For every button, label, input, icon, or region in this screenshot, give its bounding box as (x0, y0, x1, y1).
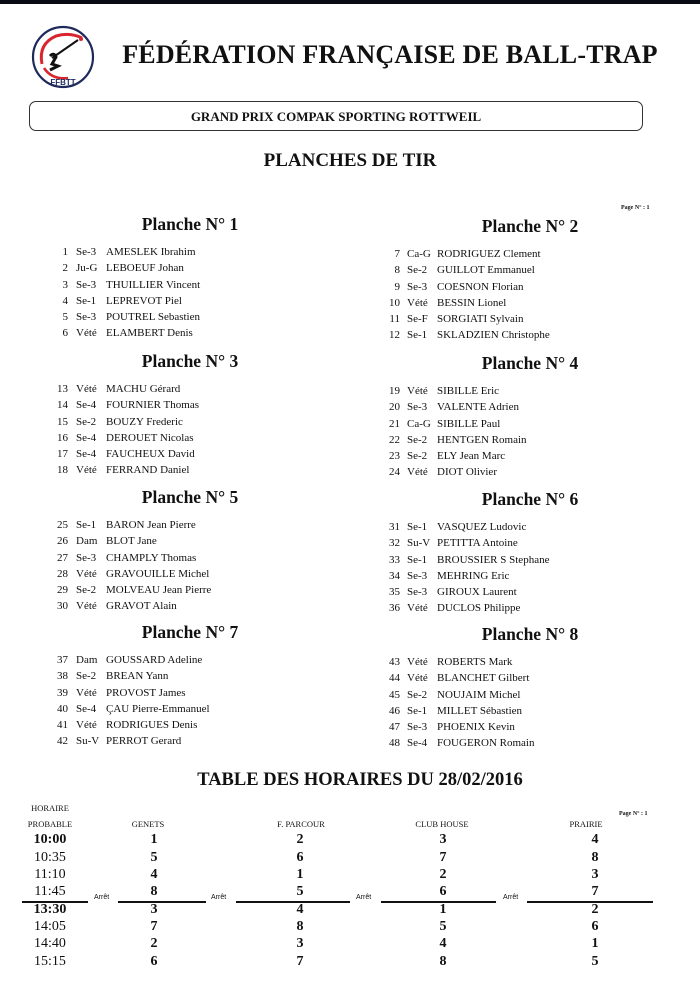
shooter-cat: Vété (76, 464, 97, 477)
shooter-cat: Se-3 (76, 278, 97, 291)
shooter-cat: Vété (76, 567, 97, 580)
schedule-cell: 4 (439, 936, 447, 951)
shooter-num: 34 (389, 569, 400, 582)
shooter-num: 26 (57, 535, 68, 548)
shooter-name: FAUCHEUX David (106, 448, 195, 461)
shooter-row (40, 517, 340, 533)
shooter-num: 3 (62, 278, 68, 291)
shooter-row (380, 703, 680, 719)
shooter-cat: Dam (76, 654, 98, 666)
shooter-cat: Se-3 (76, 311, 97, 324)
shooter-name: SORGIATI Sylvain (437, 313, 524, 326)
shooter-name: MACHU Gérard (106, 383, 181, 395)
shooter-cat: Se-3 (407, 280, 428, 293)
break-label: Arrêt (356, 894, 372, 901)
shooter-row (40, 325, 340, 341)
planche-title: Planche N° 1 (141, 214, 239, 234)
shooter-name: HENTGEN Romain (437, 433, 527, 446)
shooter-num: 48 (389, 737, 400, 750)
shooter-cat: Se-1 (407, 553, 428, 566)
planche-title: Planche N° 4 (481, 353, 579, 373)
shooter-num: 8 (394, 264, 400, 277)
planche-title: Planche N° 8 (481, 624, 579, 644)
shooter-row (380, 584, 680, 600)
shooter-cat: Se-3 (407, 569, 428, 582)
shooter-cat: Su-V (76, 735, 100, 748)
shooter-row (40, 652, 340, 668)
shooter-cat: Se-F (407, 313, 428, 326)
schedule-time: 10:00 (33, 832, 67, 847)
scan-top-edge (0, 0, 700, 4)
shooter-row (380, 600, 680, 616)
schedule-cell: 3 (439, 832, 447, 847)
shooter-name: GOUSSARD Adeline (106, 654, 203, 666)
shooter-name: ELAMBERT Denis (106, 327, 193, 340)
planche-5 (40, 485, 340, 615)
break-label: Arrêt (94, 894, 110, 901)
shooter-name: POUTREL Sebastien (106, 311, 200, 324)
shooter-num: 11 (389, 313, 400, 326)
schedule-cell: 5 (150, 850, 158, 865)
shooter-cat: Vété (76, 719, 97, 732)
schedule-cell: 8 (150, 884, 158, 899)
schedule-time: 10:35 (34, 850, 66, 865)
schedule-cell: 2 (439, 867, 447, 882)
planche-title: Planche N° 5 (141, 487, 239, 507)
shooter-num: 42 (57, 735, 68, 748)
shooter-num: 19 (389, 385, 400, 397)
shooter-num: 10 (389, 296, 400, 309)
shooter-num: 37 (57, 654, 68, 666)
shooter-cat: Se-4 (76, 399, 97, 412)
shooter-row (40, 381, 340, 397)
shooter-name: PROVOST James (106, 686, 186, 699)
shooter-name: NOUJAIM Michel (437, 688, 521, 701)
shooter-name: ROBERTS Mark (437, 656, 513, 668)
shooter-row (380, 654, 680, 670)
shooter-cat: Se-4 (76, 431, 97, 444)
break-label: Arrêt (211, 894, 227, 901)
shooter-cat: Se-4 (76, 702, 97, 715)
break-line (236, 901, 350, 903)
schedule-cell: 3 (150, 902, 158, 917)
shooter-num: 22 (389, 433, 400, 446)
shooter-row (40, 733, 340, 749)
shooter-row (40, 462, 340, 478)
shooter-num: 40 (57, 702, 68, 715)
planche-7 (40, 620, 340, 750)
shooter-num: 36 (389, 602, 400, 615)
schedule-cell: 2 (150, 936, 158, 951)
shooter-num: 13 (57, 383, 68, 395)
shooter-name: SIBILLE Eric (437, 385, 500, 397)
schedule-time: 11:45 (34, 884, 66, 899)
schedule-cell: 5 (591, 954, 599, 969)
time-header-line1: HORAIRE (31, 803, 69, 813)
shooter-num: 33 (389, 553, 400, 566)
schedule-cell: 6 (439, 884, 447, 899)
svg-text:FFBTT: FFBTT (50, 78, 76, 87)
shooter-cat: Se-2 (407, 450, 428, 463)
shooter-cat: Se-3 (407, 721, 428, 734)
shooter-row (380, 246, 680, 262)
shooter-num: 2 (62, 262, 68, 275)
shooter-name: FOURNIER Thomas (106, 399, 199, 412)
shooter-cat: Dam (76, 535, 98, 548)
shooter-row (40, 701, 340, 717)
shooter-row (40, 446, 340, 462)
break-label: Arrêt (503, 894, 519, 901)
shooter-row (40, 598, 340, 614)
schedule-title: TABLE DES HORAIRES DU 28/02/2016 (197, 770, 523, 790)
planche-1 (40, 212, 340, 342)
shooter-num: 4 (62, 294, 68, 307)
shooter-row (380, 670, 680, 686)
shooter-num: 16 (57, 431, 68, 444)
shooter-num: 47 (389, 721, 400, 734)
event-title: GRAND PRIX COMPAK SPORTING ROTTWEIL (190, 109, 482, 124)
shooter-cat: Vété (76, 327, 97, 340)
schedule-cell: 5 (439, 919, 447, 934)
shooter-row (380, 279, 680, 295)
schedule-cell: 6 (150, 954, 158, 969)
column-header: GENETS (131, 819, 165, 829)
schedule-cell: 1 (296, 867, 304, 882)
break-line (22, 901, 88, 903)
shooter-name: PERROT Gerard (106, 735, 182, 748)
shooter-cat: Vété (76, 383, 97, 395)
shooter-row (380, 416, 680, 432)
federation-title: FÉDÉRATION FRANÇAISE DE BALL-TRAP (122, 40, 658, 69)
schedule-cell: 7 (150, 919, 158, 934)
shooter-name: MOLVEAU Jean Pierre (106, 584, 212, 597)
event-banner (29, 101, 643, 131)
schedule-cell: 8 (296, 919, 304, 934)
schedule-cell: 2 (296, 832, 304, 847)
shooter-cat: Se-3 (407, 401, 428, 414)
shooter-num: 29 (57, 584, 68, 597)
shooter-num: 9 (394, 280, 400, 293)
shooter-row (40, 260, 340, 276)
shooter-name: PHOENIX Kevin (437, 721, 515, 734)
shooter-cat: Se-2 (407, 433, 428, 446)
shooter-name: LEBOEUF Johan (106, 262, 184, 275)
shooter-cat: Se-2 (407, 688, 428, 701)
shooter-num: 39 (57, 686, 68, 699)
shooter-row (380, 464, 680, 480)
shooter-cat: Ju-G (76, 262, 98, 275)
shooter-cat: Se-2 (76, 584, 97, 597)
shooter-num: 7 (394, 248, 400, 260)
shooter-num: 18 (57, 464, 68, 477)
shooter-name: LEPREVOT Piel (106, 294, 182, 307)
shooter-cat: Ca-G (407, 417, 431, 430)
shooter-name: THUILLIER Vincent (106, 278, 201, 291)
shooter-cat: Se-4 (407, 737, 428, 750)
schedule-cell: 7 (591, 884, 599, 899)
shooter-row (380, 535, 680, 551)
schedule-cell: 2 (591, 902, 599, 917)
shooter-cat: Se-3 (76, 551, 97, 564)
shooter-name: COESNON Florian (437, 280, 524, 293)
schedule-time: 11:10 (34, 867, 66, 882)
shooter-num: 12 (389, 329, 400, 342)
shooter-num: 20 (389, 401, 400, 414)
shooter-name: RODRIGUES Denis (106, 719, 198, 732)
shooter-num: 17 (57, 448, 68, 461)
break-line (118, 901, 206, 903)
shooter-name: FERRAND Daniel (106, 464, 190, 477)
schedule-time: 13:30 (33, 902, 67, 917)
shooter-list (380, 654, 680, 752)
planche-6 (380, 487, 680, 617)
shooter-name: ELY Jean Marc (437, 450, 506, 463)
shooter-num: 24 (389, 466, 400, 479)
shooter-name: BLOT Jane (106, 535, 157, 548)
shooter-row (40, 309, 340, 325)
shooter-name: SKLADZIEN Christophe (437, 329, 550, 342)
shooter-name: MILLET Sébastien (437, 704, 523, 717)
shooter-cat: Su-V (407, 537, 431, 550)
shooter-cat: Se-2 (76, 415, 97, 428)
shooter-row (40, 414, 340, 430)
shooter-cat: Vété (76, 686, 97, 699)
shooter-num: 27 (57, 551, 68, 564)
shooter-num: 46 (389, 704, 400, 717)
shooter-row (380, 327, 680, 343)
schedule-cell: 4 (296, 902, 304, 917)
shooter-row (40, 717, 340, 733)
shooter-row (40, 430, 340, 446)
shooter-name: BOUZY Frederic (106, 415, 183, 428)
schedule-cell: 7 (439, 850, 447, 865)
column-header: CLUB HOUSE (415, 819, 469, 829)
schedule-cell: 1 (150, 832, 158, 847)
schedule-cell: 3 (591, 867, 599, 882)
shooter-name: RODRIGUEZ Clement (437, 248, 541, 260)
break-line (381, 901, 496, 903)
shooter-num: 44 (389, 672, 400, 685)
schedule-cell: 1 (591, 936, 599, 951)
shooter-num: 28 (57, 567, 68, 580)
shooter-cat: Vété (407, 296, 428, 309)
column-header: PRAIRIE (569, 819, 603, 829)
shooter-cat: Se-2 (76, 670, 97, 683)
shooter-num: 6 (62, 327, 68, 340)
shooter-row (380, 687, 680, 703)
shooter-name: GIROUX Laurent (437, 586, 517, 599)
shooter-row (40, 244, 340, 260)
schedule-time: 14:40 (34, 936, 66, 951)
shooter-num: 25 (57, 519, 68, 531)
shooter-cat: Vété (76, 600, 97, 613)
shooter-cat: Vété (407, 602, 428, 615)
shooter-num: 45 (389, 688, 400, 701)
shooter-name: BROUSSIER S Stephane (437, 553, 550, 566)
schedule-cell: 8 (439, 954, 447, 969)
shooter-row (380, 552, 680, 568)
schedule-cell: 1 (439, 902, 447, 917)
shooter-name: VASQUEZ Ludovic (437, 521, 527, 533)
planche-4 (380, 351, 680, 481)
shooter-row (380, 448, 680, 464)
shooter-name: BLANCHET Gilbert (437, 672, 530, 685)
shooter-row (40, 533, 340, 549)
shooter-row (40, 293, 340, 309)
shooter-name: GUILLOT Emmanuel (437, 264, 535, 277)
shooter-list (380, 246, 680, 344)
planche-title: Planche N° 7 (141, 622, 239, 642)
shooter-cat: Se-1 (76, 519, 97, 531)
shooter-num: 21 (389, 417, 400, 430)
shooter-row (380, 719, 680, 735)
shooter-cat: Ca-G (407, 248, 431, 260)
shooter-cat: Vété (407, 672, 428, 685)
shooter-row (380, 383, 680, 399)
shooter-num: 35 (389, 586, 400, 599)
section-title: PLANCHES DE TIR (263, 150, 437, 171)
shooter-name: DIOT Olivier (437, 466, 497, 479)
shooter-list (40, 244, 340, 342)
schedule-cell: 4 (150, 867, 158, 882)
shooter-row (40, 685, 340, 701)
planche-8 (380, 622, 680, 752)
planche-title: Planche N° 3 (141, 351, 239, 371)
schedule-cell: 5 (296, 884, 304, 899)
shooter-cat: Vété (407, 466, 428, 479)
shooter-num: 1 (62, 246, 68, 258)
shooter-row (40, 277, 340, 293)
shooter-name: GRAVOT Alain (106, 600, 177, 613)
shooter-list (40, 652, 340, 750)
shooter-list (40, 517, 340, 615)
shooter-name: FOUGERON Romain (437, 737, 535, 750)
shooter-name: MEHRING Eric (437, 569, 510, 582)
time-header-line2: PROBABLE (27, 819, 73, 829)
shooter-row (380, 568, 680, 584)
shooter-row (40, 397, 340, 413)
shooter-list (380, 519, 680, 617)
shooter-cat: Se-3 (407, 586, 428, 599)
schedule-time: 14:05 (34, 919, 66, 934)
shooter-cat: Se-1 (407, 704, 428, 717)
schedule-cell: 4 (591, 832, 599, 847)
shooter-num: 14 (57, 399, 68, 412)
shooter-cat: Se-2 (407, 264, 428, 277)
shooter-cat: Se-1 (76, 294, 97, 307)
planche-title: Planche N° 6 (481, 489, 579, 509)
shooter-name: DEROUET Nicolas (106, 431, 194, 444)
shooter-name: VALENTE Adrien (437, 401, 519, 414)
shooter-cat: Vété (407, 385, 428, 397)
shooter-name: BARON Jean Pierre (106, 519, 196, 531)
schedule-time: 15:15 (34, 954, 66, 969)
shooter-num: 23 (389, 450, 400, 463)
shooter-row (40, 550, 340, 566)
schedule-cell: 3 (296, 936, 304, 951)
shooter-name: CHAMPLY Thomas (106, 551, 197, 564)
planche-2 (380, 214, 680, 344)
shooter-name: DUCLOS Philippe (437, 602, 521, 615)
shooter-name: BREAN Yann (106, 670, 169, 683)
shooter-name: GRAVOUILLE Michel (106, 567, 210, 580)
column-header: F. PARCOUR (277, 819, 325, 829)
schedule-cell: 8 (591, 850, 599, 865)
shooter-num: 15 (57, 415, 68, 428)
shooter-cat: Se-1 (407, 329, 428, 342)
shooter-row (380, 262, 680, 278)
schedule-cell: 7 (296, 954, 304, 969)
shooter-name: SIBILLE Paul (437, 417, 501, 430)
shooter-row (40, 566, 340, 582)
shooter-list (40, 381, 340, 479)
shooter-num: 41 (57, 719, 68, 732)
shooter-row (40, 582, 340, 598)
shooter-cat: Vété (407, 656, 428, 668)
planche-title: Planche N° 2 (481, 216, 579, 236)
shooter-name: BESSIN Lionel (437, 296, 507, 309)
shooter-row (40, 668, 340, 684)
shooter-row (380, 399, 680, 415)
planche-3 (40, 349, 340, 479)
shooter-row (380, 519, 680, 535)
shooter-num: 30 (57, 600, 68, 613)
shooter-row (380, 295, 680, 311)
shooter-name: ÇAU Pierre-Emmanuel (106, 702, 210, 715)
shooter-row (380, 735, 680, 751)
schedule-cell: 6 (591, 919, 599, 934)
shooter-num: 31 (389, 521, 400, 533)
shooter-row (380, 311, 680, 327)
shooter-cat: Se-1 (407, 521, 428, 533)
schedule-cell: 6 (296, 850, 304, 865)
shooter-num: 38 (57, 670, 68, 683)
shooter-row (380, 432, 680, 448)
shooter-num: 5 (62, 311, 68, 324)
ffbt-logo (30, 24, 96, 90)
shooter-name: AMESLEK Ibrahim (106, 246, 196, 258)
shooter-list (380, 383, 680, 481)
break-line (527, 901, 653, 903)
shooter-name: PETITTA Antoine (437, 537, 518, 550)
shooter-cat: Se-4 (76, 448, 97, 461)
shooter-num: 32 (389, 537, 400, 550)
shooter-cat: Se-3 (76, 246, 97, 258)
schedule-page-number: Page N° : 1 (619, 811, 648, 817)
shooter-num: 43 (389, 656, 400, 668)
page-number: Page N° : 1 (621, 205, 650, 211)
